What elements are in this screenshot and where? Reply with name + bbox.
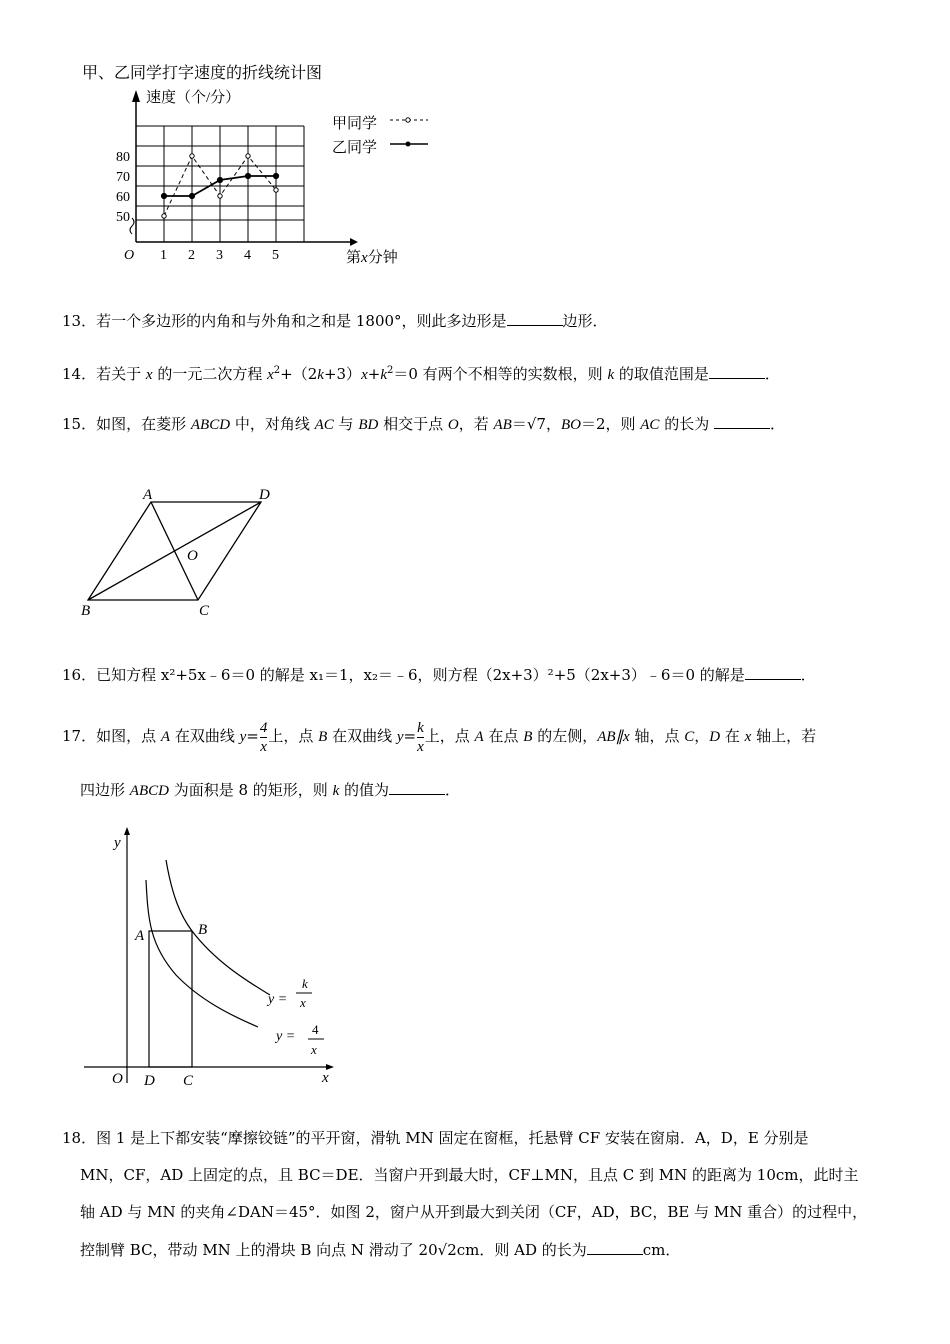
answer-blank-18[interactable] <box>587 1240 643 1255</box>
data-point-乙同学 <box>189 193 194 198</box>
question-18: 18．图 1 是上下都安装“摩擦铰链”的平开窗，滑轨 MN 固定在窗框，托悬臂 CF 安装在窗扇．A，D，E 分别是 <box>62 1129 809 1147</box>
data-point-乙同学 <box>217 177 222 182</box>
y-tick-label: 70 <box>116 170 130 185</box>
point-a-label: A <box>143 487 153 503</box>
fraction-k-over-x: $\frac{k}{x}$ <box>417 719 424 755</box>
x-axis-arrow <box>350 238 358 246</box>
legend-marker-jia <box>406 118 410 122</box>
rectangle-abcd <box>149 931 192 1067</box>
data-point-乙同学 <box>273 173 278 178</box>
data-point-甲同学 <box>162 214 166 218</box>
question-17-line2: 四边形 ABCD 为面积是 8 的矩形，则 k 的值为 ． <box>80 781 461 799</box>
x-tick-label: 3 <box>216 248 223 263</box>
question-18-line4: 控制臂 BC，带动 MN 上的滑块 B 向点 N 滑动了 20√2cm．则 AD 的长为 cm． <box>80 1241 681 1259</box>
question-16: 16．已知方程 x²+5x﹣6＝0 的解是 x₁＝1，x₂＝﹣6，则方程（2x+3）²+5（2x+3）﹣6＝0 的解是 ． <box>62 666 816 684</box>
question-18-line2: MN，CF，AD 上固定的点，且 BC＝DE．当窗户开到最大时，CF⊥MN，且点 C 到 MN 的距离为 10cm，此时主 <box>80 1166 859 1184</box>
y-axis-label: y <box>114 835 121 851</box>
legend-label-yi: 乙同学 <box>332 140 378 156</box>
answer-blank-16[interactable] <box>745 665 801 680</box>
curve-label-k-num: k <box>302 976 308 991</box>
fraction-4-over-x: $\frac{4}{x}$ <box>259 719 268 755</box>
y-tick-label: 60 <box>116 190 130 205</box>
question-15: 15．如图，在菱形 ABCD 中，对角线 AC 与 BD 相交于点 O，若 AB＝√7，BO＝2，则 AC 的长为 ． <box>62 415 785 433</box>
chart-title: 甲、乙同学打字速度的折线统计图 <box>82 63 323 82</box>
x-axis-label: x <box>322 1070 329 1086</box>
rhombus-figure <box>75 482 295 622</box>
x-tick-labels <box>160 248 279 263</box>
point-d-label: D <box>144 1073 155 1089</box>
y-tick-label: 50 <box>116 210 130 225</box>
y-tick-label: 80 <box>116 150 130 165</box>
data-point-甲同学 <box>274 188 278 192</box>
point-c-label: C <box>183 1073 194 1089</box>
curve-label-k-y: y = <box>268 992 288 1007</box>
origin-label: O <box>124 248 135 263</box>
legend-label-jia: 甲同学 <box>332 116 378 132</box>
data-point-乙同学 <box>245 173 250 178</box>
x-tick-label: 4 <box>244 248 251 263</box>
diagonal-bd <box>88 502 261 600</box>
point-c-label: C <box>199 603 210 619</box>
point-b-label: B <box>198 922 208 938</box>
speed-line-chart <box>100 82 460 277</box>
point-b-label: B <box>81 603 91 619</box>
answer-blank-17[interactable] <box>389 780 445 795</box>
y-axis-arrow <box>124 827 130 835</box>
x-tick-label: 1 <box>160 248 167 263</box>
curve-label-4-y: y = <box>276 1029 296 1044</box>
hyperbola-figure <box>80 825 350 1090</box>
data-point-甲同学 <box>190 154 194 158</box>
point-o-label: O <box>187 548 198 564</box>
y-axis-label: 速度（个/分） <box>146 90 241 106</box>
point-a-label: A <box>135 928 145 944</box>
data-point-乙同学 <box>161 193 166 198</box>
question-14: 14．若关于 x 的一元二次方程 $x^2+(2k+3)x+k^2=0$ 有两个不相等的实数根，则 k 的取值范围是 ． <box>62 365 780 383</box>
y-tick-labels <box>116 150 130 225</box>
legend-marker-yi <box>406 142 411 147</box>
answer-blank-13[interactable] <box>507 311 563 326</box>
data-point-甲同学 <box>246 154 250 158</box>
y-axis-arrow <box>132 90 140 102</box>
axis-break <box>130 218 134 234</box>
curve-k-over-x <box>166 860 270 995</box>
x-axis-label: 第x分钟 <box>346 250 398 266</box>
curve-label-4-num: 4 <box>312 1022 319 1037</box>
curve-4-over-x <box>146 880 258 1027</box>
question-18-line3: 轴 AD 与 MN 的夹角∠DAN＝45°．如图 2，窗户从开到最大到关闭（CF，AD，BC，BE 与 MN 重合）的过程中， <box>80 1203 868 1221</box>
chart-grid <box>136 126 304 242</box>
point-d-label: D <box>259 487 270 503</box>
answer-blank-15[interactable] <box>714 414 770 429</box>
curve-label-k-den: x <box>300 995 306 1010</box>
answer-blank-14[interactable] <box>709 364 765 379</box>
data-point-甲同学 <box>218 194 222 198</box>
x-tick-label: 5 <box>272 248 279 263</box>
origin-label: O <box>112 1071 123 1087</box>
curve-label-4-den: x <box>311 1042 317 1057</box>
question-17: 17．如图，点 A 在双曲线 y= $\frac{4}{x}$ 上，点 B 在双曲线 y= $\frac{k}{x}$ 上，点 A 在点 B 的左侧，AB∥x 轴，点 C，D 在 x 轴上，若 <box>62 719 817 755</box>
question-13: 13．若一个多边形的内角和与外角和之和是 1800°，则此多边形是 边形． <box>62 312 608 330</box>
x-tick-label: 2 <box>188 248 195 263</box>
